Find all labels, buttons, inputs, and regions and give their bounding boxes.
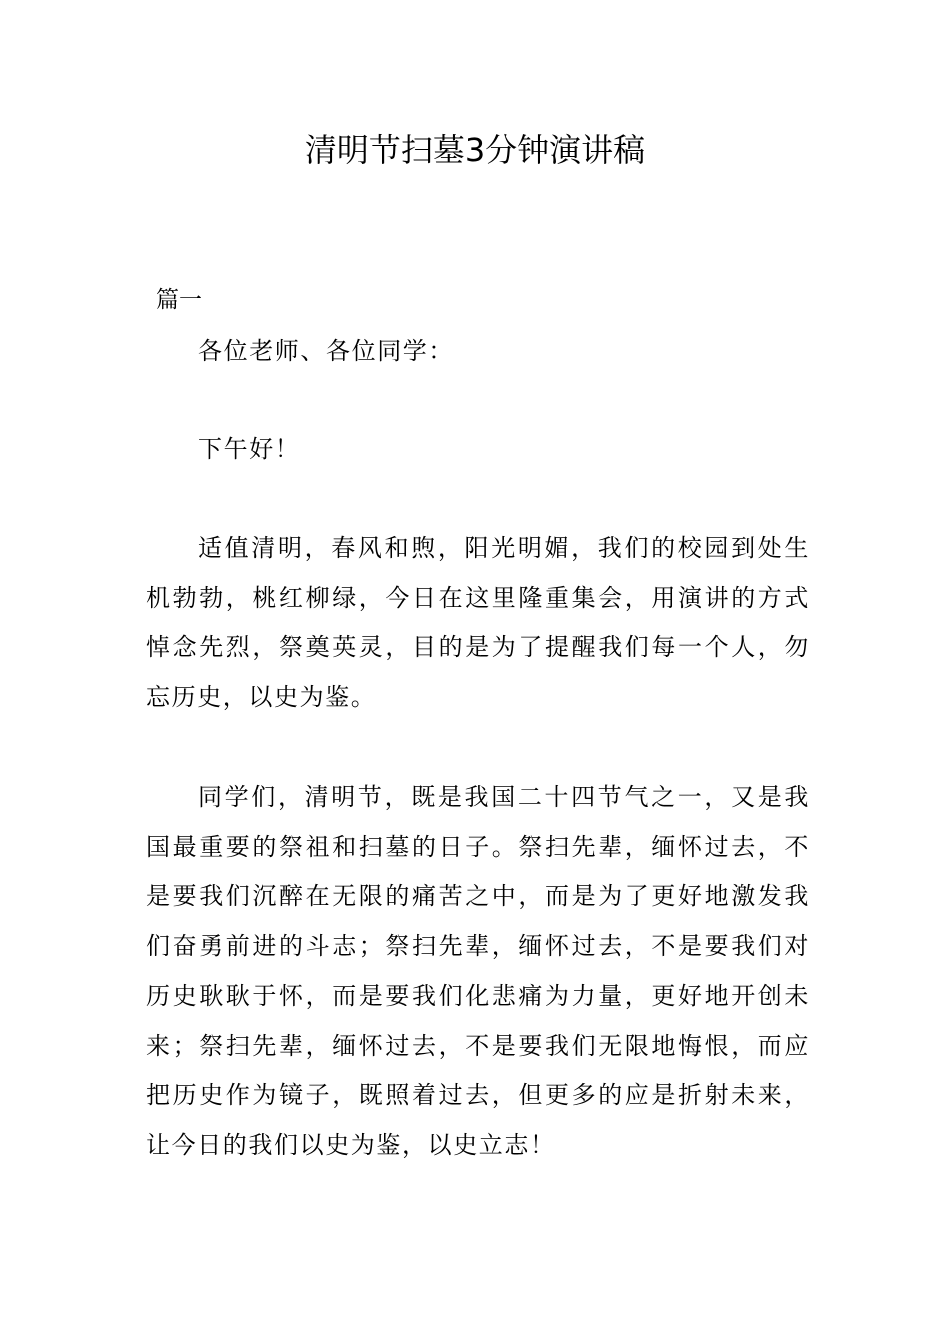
section-label: 篇一	[156, 287, 202, 313]
paragraph-body: 同学们，清明节，既是我国二十四节气之一，又是我国最重要的祭祖和扫墓的日子。祭扫先辈，缅怀过去，不是要我们沉醉在无限的痛苦之中，而是为了更好地激发我们奋勇前进的斗志；祭扫先辈，缅怀过去，不是要我们对历史耿耿于怀，而是要我们化悲痛为力量，更好地开创未来；祭扫先辈，缅怀过去，不是要我们无限地悔恨，而应把历史作为镜子，既照着过去，但更多的应是折射未来，让今日的我们以史为鉴，以史立志！	[146, 783, 810, 1159]
paragraph-intro: 适值清明，春风和煦，阳光明媚，我们的校园到处生机勃勃，桃红柳绿，今日在这里隆重集会，用演讲的方式悼念先烈，祭奠英灵，目的是为了提醒我们每一个人，勿忘历史，以史为鉴。	[146, 534, 810, 712]
paragraph-hello: 下午好！	[198, 435, 301, 463]
paragraph-greeting: 各位老师、各位同学：	[198, 337, 454, 365]
page-title: 清明节扫墓3分钟演讲稿	[304, 131, 646, 169]
